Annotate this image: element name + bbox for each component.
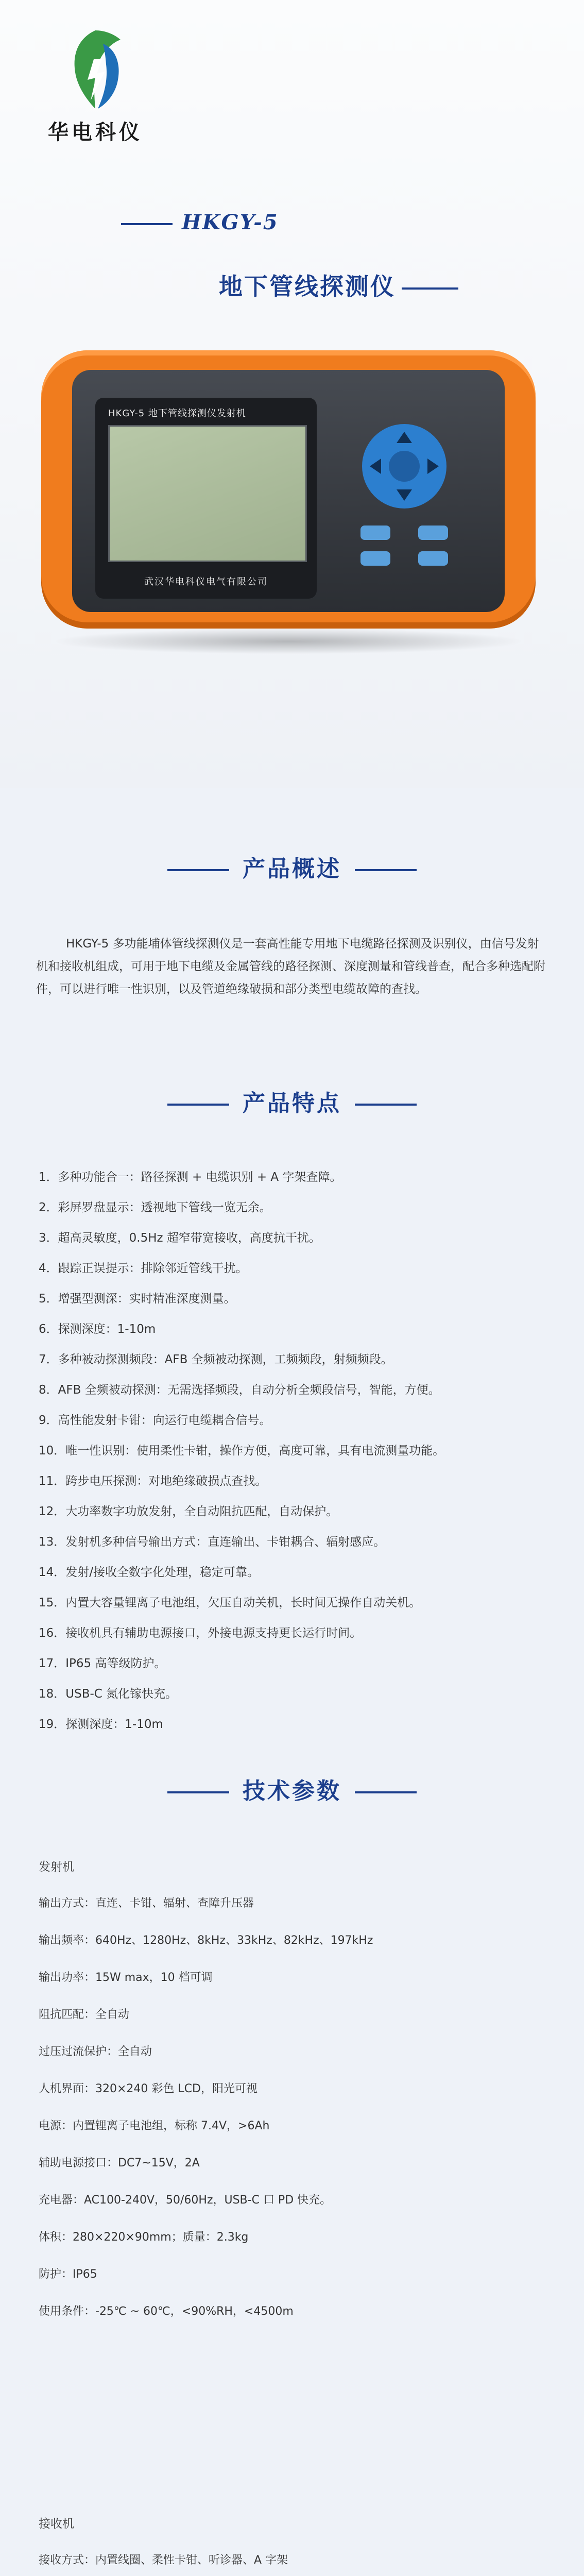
product-name: 地下管线探测仪 <box>219 273 396 300</box>
decor-dash <box>167 869 229 871</box>
decor-dash <box>402 287 458 290</box>
feature-item: 5．增强型测深：实时精准深度测量。 <box>39 1292 236 1306</box>
spec-row: 防护：IP65 <box>39 2268 97 2281</box>
device-key <box>418 551 448 566</box>
feature-item: 16．接收机具有辅助电源接口，外接电源支持更长运行时间。 <box>39 1626 362 1640</box>
feature-item: 2．彩屏罗盘显示：透视地下管线一览无余。 <box>39 1201 271 1214</box>
spec-row: 接收方式：内置线圈、柔性卡钳、听诊器、A 字架 <box>39 2554 288 2567</box>
decor-dash <box>355 1791 417 1793</box>
device-label: HKGY-5 地下管线探测仪发射机 <box>108 408 246 419</box>
device-screen <box>108 425 307 562</box>
feature-item: 8．AFB 全频被动探测：无需选择频段，自动分析全频段信号，智能，方便。 <box>39 1383 440 1397</box>
spec-row: 辅助电源接口：DC7~15V，2A <box>39 2157 200 2170</box>
spec-row: 过压过流保护：全自动 <box>39 2045 152 2058</box>
brand-logo <box>39 28 152 152</box>
feature-item: 18．USB-C 氮化镓快充。 <box>39 1687 178 1701</box>
feature-item: 10．唯一性识别：使用柔性卡钳，操作方便，高度可靠，具有电流测量功能。 <box>39 1444 445 1458</box>
overview-title <box>0 850 584 883</box>
overview-text: HKGY-5 多功能埔体管线探测仪是一套高性能专用地下电缆路径探测及识别仪，由信号发射机和接收机组成，可用于地下电缆及金属管线的路径探测、深度测量和管线普查，配合多种选配附件，可以进行唯一性识别，以及管道绝缘破损和部分类型电缆故障的查找。 <box>36 937 545 996</box>
transmitter-specs <box>39 1857 554 2341</box>
model-heading <box>121 210 279 234</box>
feature-item: 4．跟踪正误提示：排除邻近管线干扰。 <box>39 1262 248 1275</box>
dpad-icon <box>360 422 448 510</box>
spec-row: 输出方式：直连、卡钳、辐射、查障升压器 <box>39 1897 254 1910</box>
product-name-heading <box>219 268 458 302</box>
hero-banner <box>0 0 584 788</box>
specs-title-text: 技术参数 <box>243 1778 341 1804</box>
decor-dash <box>121 223 173 225</box>
decor-dash <box>167 1791 229 1793</box>
device-photo <box>31 340 546 649</box>
feature-item: 13．发射机多种信号输出方式：直连输出、卡钳耦合、辐射感应。 <box>39 1535 386 1549</box>
specs-title <box>0 1772 584 1805</box>
features-title <box>0 1084 584 1117</box>
spec-row: 电源：内置锂离子电池组，标称 7.4V，>6Ah <box>39 2120 270 2132</box>
device-key <box>360 526 390 540</box>
decor-dash <box>355 869 417 871</box>
feature-item: 7．多种被动探测频段：AFB 全频被动探测，工频频段，射频频段。 <box>39 1353 393 1366</box>
spec-row: 输出功率：15W max，10 档可调 <box>39 1971 213 1984</box>
spec-row: 阻抗匹配：全自动 <box>39 2008 130 2021</box>
device-key <box>360 551 390 566</box>
device-maker-label: 武汉华电科仪电气有限公司 <box>144 577 268 587</box>
feature-item: 15．内置大容量锂离子电池组，欠压自动关机，长时间无操作自动关机。 <box>39 1596 421 1609</box>
feature-item: 6．探测深度：1-10m <box>39 1323 156 1336</box>
feature-list <box>39 1170 554 1747</box>
feature-item: 1．多种功能合一：路径探测 + 电缆识别 + A 字架查障。 <box>39 1171 342 1184</box>
model-number: HKGY-5 <box>182 210 279 234</box>
spec-row: 输出频率：640Hz、1280Hz、8kHz、33kHz、82kHz、197kHz <box>39 1934 373 1947</box>
feature-item: 19．探测深度：1-10m <box>39 1718 163 1731</box>
device-key <box>418 526 448 540</box>
device-shadow <box>51 629 525 654</box>
feature-item: 17．IP65 高等级防护。 <box>39 1657 166 1670</box>
feature-item: 3．超高灵敏度，0.5Hz 超窄带宽接收，高度抗干扰。 <box>39 1231 321 1245</box>
brand-name: 华电科仪 <box>48 121 143 144</box>
spec-row: 人机界面：320×240 彩色 LCD，阳光可视 <box>39 2082 257 2095</box>
spec-row: 使用条件：-25℃ ~ 60℃，<90%RH，<4500m <box>39 2305 294 2318</box>
feature-item: 12．大功率数字功放发射，全自动阻抗匹配，自动保护。 <box>39 1505 338 1518</box>
feature-item: 14．发射/接收全数字化处理，稳定可靠。 <box>39 1566 260 1579</box>
overview-title-text: 产品概述 <box>243 856 341 882</box>
feature-item: 11．跨步电压探测：对地绝缘破损点查找。 <box>39 1475 267 1488</box>
receiver-heading: 接收机 <box>39 2517 74 2531</box>
features-title-text: 产品特点 <box>243 1090 341 1116</box>
feature-item: 9．高性能发射卡钳：向运行电缆耦合信号。 <box>39 1414 271 1427</box>
spec-row: 体积：280×220×90mm；质量：2.3kg <box>39 2231 249 2244</box>
spec-row: 充电器：AC100-240V，50/60Hz，USB-C 口 PD 快充。 <box>39 2194 332 2207</box>
transmitter-heading: 发射机 <box>39 1860 74 1874</box>
logo-mark-icon <box>67 28 124 111</box>
decor-dash <box>355 1104 417 1106</box>
receiver-specs <box>39 2514 554 2576</box>
decor-dash <box>167 1104 229 1106</box>
